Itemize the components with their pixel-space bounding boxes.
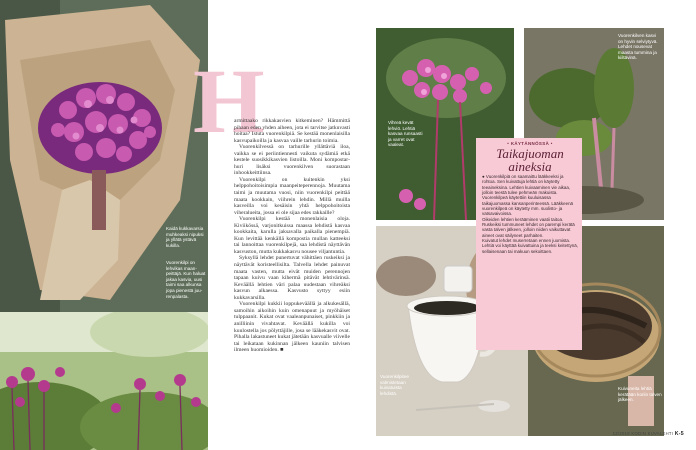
bouquet-caption: Kaidä kukkavarsia muhkeaksi nipuksi ja yllätä ystävä kukilla.	[166, 226, 204, 248]
body-paragraph: armittaako rikkakasvien kitkeminen? Hämmittä pihaan eden yhden aiheen, jota ei tarvitse jatkuvasti hoitaa? Istuta vuorenkilpiä. Se kestää monenlaisilla kasvupaikoilla ja kasvaa vaille tarhurin toimia.	[234, 118, 350, 144]
box-tag: • KÄYTÄNNÖSSÄ •	[507, 141, 553, 146]
garden-flowers-photo	[0, 312, 208, 450]
box-paragraph: Vuorenkilpeä käytettiin kuuluisassa taikajuomassa kansanperinteessä. Lääkkeenä vuorenkilpeä on käytetty mm. suolisto- ja vatsavaivoissa.	[482, 195, 574, 217]
body-paragraph: Vuorenkilpi kukkii loppukeväällä ja alkukesällä, samoihin aikoihin kuin omenapuut ja myöhäiset tulppaanit. Kukat ovat vaaleanpunaiset, pinkkiin ja anilliinin vivahtavat. Keväällä kukilla voi kuulostella jos pölyttäjille, josa se lääkekasvit ovat. Pihalla lakastuneet kukat jätetään kasvualle viivelle tai leikataan kukinnan jälkeen kauniin talvisen ilmeen huomioiden. ■	[234, 301, 350, 354]
body-paragraph: Vuorenkilpi on kuitenkin yksi helppohoitoisimpia maanpeiteperennoja. Muutama taimi ja muutama vuosi, niin vuorenkilpi peittää maata kookkain, viihrein lehdin. Millä muilla kasveilla voi kesäisin yhtä helppohoitoista viheralueita, jossa ei ole sijaa edes rakkaille?	[234, 176, 350, 216]
page-footer	[584, 431, 684, 437]
body-paragraph: Vuorenkilpi kestää monenlaisia oloja. Kiviikössä, varjonitkuissa maassa lehdistä kasvaa kookkaita, karulla jaksavalla paikalla pienempiä. Kun levittää kenkällä kompostia mullan katteeksi tai lannoittaa vuorenkilpejä, saa lehdistä näyttävän kasvuston, mutta kukkakasvu nousee viljantuntia.	[234, 216, 350, 255]
box-paragraph: Kuivatut lehdet muserretaan ennen juomista. Lehtiä voi käyttää kuivattuina ja teeksi keitettynä, sellaisenaan tai makuun sekoittaen.	[482, 238, 578, 254]
basket-caption: Kuivuneita lehtiä kerätään koriin talven jälkeen.	[618, 386, 662, 403]
leaf-caption: Vuorenkilven kasvi on hyvin selviytyvä. Lehdet nousevat maasta tummina ja kiiltävinä.	[618, 33, 658, 61]
bloom-caption: Vihreä kevät lehviö. Lehtiä kasvaa runsaasti ja varret ovat vaaleat.	[388, 120, 423, 148]
page-number: K-5	[674, 431, 684, 437]
box-paragraph: ● Vuorenkilpiä on saamaittu lääkkeeksi ja rohtoa. Sen kuivattuja lehtiä on käytetty teeaineksina. Lehtien kuivaaminen vie aikaa, jolloin teestä tulee pehmeän makuista.	[482, 174, 571, 196]
issue-label: 12/2018 KODIN KUVALEHTI	[612, 431, 674, 436]
box-title: Taikajuoman aineksia	[496, 146, 564, 174]
box-paragraph: Oikeiden lehtien kerääminen vaatii taitoa. Ruskeiksi tummuneet lehdet on parempi kerätä vasta talven jälkeen, jolloin niiden vaikuttavat aineet ovat säilyneet parhaiten.	[482, 216, 575, 238]
drop-cap: H	[193, 50, 265, 152]
body-paragraph: Vuorenkilvessä on tarhurille yllättäviä iloa, vaikka se ei periintiennesti vaikuta sydämiä etkä kestele suosikkikasvien listoilla. Moni kompostarhuri lisäksi vuorenkilven suorastaan inhookkeittiinsa.	[234, 144, 350, 177]
box-body	[482, 174, 578, 254]
body-paragraph: Syksyllä lehdet punertuvat vähittäen ruskeiksi ja näyttävät koristeellisilta. Talvella lehdet painuvat maata vasten, mutta eivät muiden perennojen tapaan kuivu vaan kihermä pitävät lehtivärinsä. Keväällä lehtien väri palaa uudestaan vihreäksi kasvun alkaessa. Kasvusto syttyy esiin kukkavarsilla.	[234, 255, 350, 301]
article-body	[234, 118, 350, 354]
plant-caption: Vuorenkilpi on lehvikas maanpeittäjä. Kun haluat jakaa kasvia, uusi taimi saa alkunsa jopa pienestä juurenpalasta.	[166, 260, 206, 299]
tea-caption: Vuorenkilpitee valmistetaan kuivatuista lehdistä.	[380, 374, 409, 396]
